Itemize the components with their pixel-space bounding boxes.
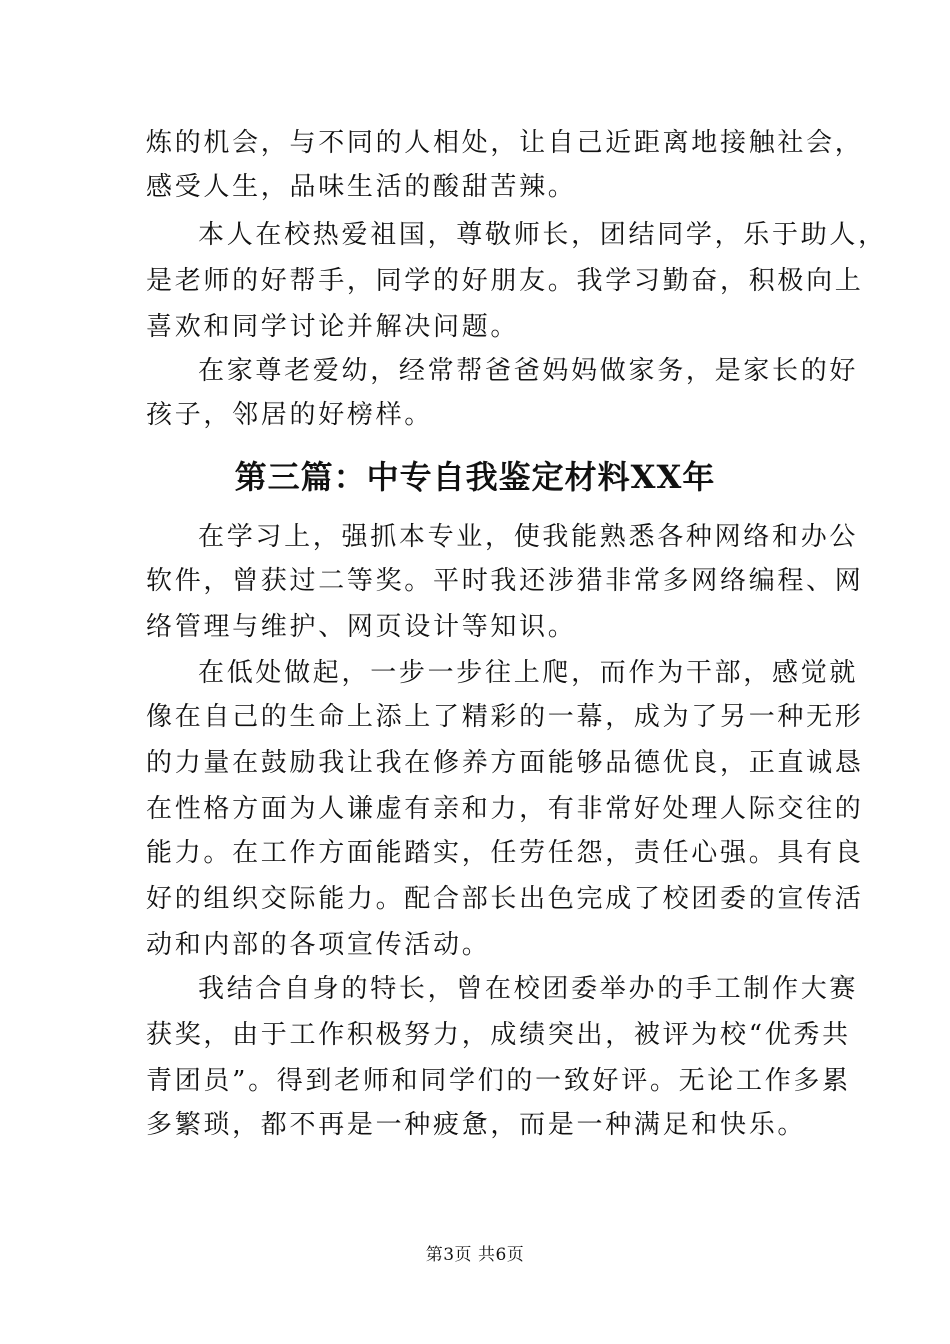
paragraph-line: 络管理与维护、网页设计等知识。	[146, 612, 577, 642]
paragraph-line: 本人在校热爱祖国，尊敬师长，团结同学，乐于助人，	[198, 220, 887, 250]
paragraph-line: 在学习上，强抓本专业，使我能熟悉各种网络和办公	[198, 522, 859, 552]
paragraph-line: 是老师的好帮手，同学的好朋友。我学习勤奋，积极向上	[146, 266, 864, 296]
paragraph-line: 在家尊老爱幼，经常帮爸爸妈妈做家务，是家长的好	[198, 356, 859, 386]
paragraph-line: 我结合自身的特长，曾在校团委举办的手工制作大赛	[198, 974, 859, 1004]
paragraph-line: 获奖，由于工作积极努力，成绩突出，被评为校“优秀共	[146, 1020, 851, 1050]
page-number-footer: 第3页 共6页	[425, 1245, 525, 1265]
paragraph-line: 炼的机会，与不同的人相处，让自己近距离地接触社会，	[146, 128, 864, 158]
paragraph-line: 在低处做起，一步一步往上爬，而作为干部，感觉就	[198, 658, 859, 688]
paragraph-line: 动和内部的各项宣传活动。	[146, 930, 491, 960]
paragraph-line: 像在自己的生命上添上了精彩的一幕，成为了另一种无形	[146, 702, 864, 732]
paragraph-line: 感受人生，品味生活的酸甜苦辣。	[146, 172, 577, 202]
paragraph-line: 孩子，邻居的好榜样。	[146, 400, 434, 430]
paragraph-line: 的力量在鼓励我让我在修养方面能够品德优良，正直诚恳	[146, 748, 864, 778]
paragraph-line: 在性格方面为人谦虚有亲和力，有非常好处理人际交往的	[146, 794, 864, 824]
paragraph-line: 软件，曾获过二等奖。平时我还涉猎非常多网络编程、网	[146, 566, 864, 596]
paragraph-line: 能力。在工作方面能踏实，任劳任怨，责任心强。具有良	[146, 838, 864, 868]
paragraph-line: 好的组织交际能力。配合部长出色完成了校团委的宣传活	[146, 884, 864, 914]
section-heading: 第三篇：中专自我鉴定材料XX年	[234, 458, 716, 496]
paragraph-line: 喜欢和同学讨论并解决问题。	[146, 312, 520, 342]
paragraph-line: 多繁琐，都不再是一种疲惫，而是一种满足和快乐。	[146, 1110, 807, 1140]
paragraph-line: 青团员”。得到老师和同学们的一致好评。无论工作多累	[146, 1066, 851, 1096]
